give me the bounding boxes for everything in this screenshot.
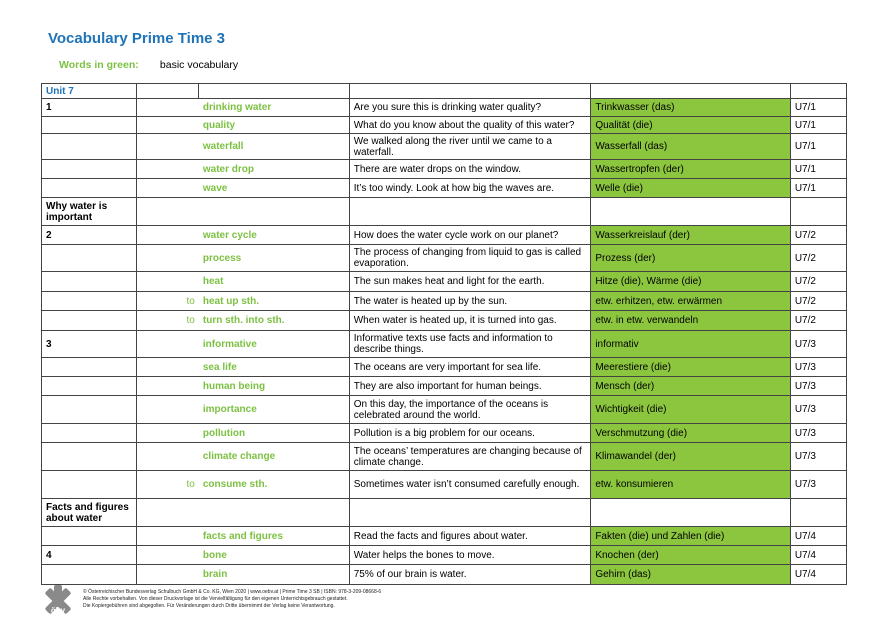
sentence-cell [349, 198, 591, 226]
section-cell [42, 471, 137, 499]
section-cell [42, 396, 137, 424]
unit-ref-cell [790, 499, 846, 527]
unit-ref-cell: U7/1 [790, 117, 846, 134]
sentence-cell: The water is heated up by the sun. [349, 292, 591, 311]
section-cell [42, 160, 137, 179]
vocab-row [42, 396, 847, 424]
section-cell: Facts and figures about water [42, 499, 137, 527]
german-cell: Qualität (die) [591, 117, 790, 134]
word-cell: brain [199, 565, 349, 585]
word-cell: heat up sth. [199, 292, 349, 311]
word-cell: consume sth. [199, 471, 349, 499]
word-cell: human being [199, 377, 349, 396]
vocab-row [42, 565, 847, 585]
prefix-cell [137, 331, 199, 358]
unit-ref-cell: U7/3 [790, 331, 846, 358]
footer [83, 589, 381, 610]
section-cell [42, 443, 137, 471]
prefix-cell [137, 272, 199, 292]
german-cell: Mensch (der) [591, 377, 790, 396]
unit-ref-cell: U7/2 [790, 292, 846, 311]
word-cell: wave [199, 179, 349, 198]
sentence-cell: Are you sure this is drinking water quality? [349, 99, 591, 117]
unit-ref-cell: U7/3 [790, 424, 846, 443]
prefix-cell [137, 377, 199, 396]
german-cell: etw. erhitzen, etw. erwärmen [591, 292, 790, 311]
vocab-row [42, 443, 847, 471]
sentence-cell: Pollution is a big problem for our oceans. [349, 424, 591, 443]
prefix-cell: to [137, 311, 199, 331]
vocab-row [42, 99, 847, 117]
german-cell: Knochen (der) [591, 546, 790, 565]
german-cell: informativ [591, 331, 790, 358]
word-cell: heat [199, 272, 349, 292]
german-cell: Meerestiere (die) [591, 358, 790, 377]
section-header-row [42, 198, 847, 226]
page-title: Vocabulary Prime Time 3 [48, 30, 226, 47]
section-cell [42, 272, 137, 292]
section-cell [42, 424, 137, 443]
unit-ref-cell [790, 198, 846, 226]
section-cell: 1 [42, 99, 137, 117]
german-cell [591, 198, 790, 226]
sentence-cell: Sometimes water isn’t consumed carefully enough. [349, 471, 591, 499]
section-cell [42, 377, 137, 396]
unit-ref-cell: U7/3 [790, 396, 846, 424]
word-cell: climate change [199, 443, 349, 471]
legend-value: basic vocabulary [159, 59, 239, 71]
german-cell: etw. konsumieren [591, 471, 790, 499]
vocabulary-table [41, 83, 847, 585]
sentence-cell: On this day, the importance of the oceans is celebrated around the world. [349, 396, 591, 424]
german-cell: Wichtigkeit (die) [591, 396, 790, 424]
section-cell: Why water is important [42, 198, 137, 226]
vocab-row [42, 292, 847, 311]
section-cell [42, 179, 137, 198]
section-cell [42, 311, 137, 331]
vocab-row [42, 160, 847, 179]
footer-line: Die Kopiergebühren sind abgegolten. Für Veränderungen durch Dritte übernimmt der Verlag keine Verantwortung. [83, 603, 335, 609]
sentence-cell: We walked along the river until we came to a waterfall. [349, 134, 591, 160]
unit-ref-cell: U7/2 [790, 272, 846, 292]
unit-ref-cell: U7/1 [790, 99, 846, 117]
german-cell [591, 499, 790, 527]
german-cell: Prozess (der) [591, 245, 790, 272]
german-cell: Fakten (die) und Zahlen (die) [591, 527, 790, 546]
prefix-cell [137, 99, 199, 117]
unit-ref-cell: U7/4 [790, 565, 846, 585]
german-cell: Verschmutzung (die) [591, 424, 790, 443]
unit-ref-cell: U7/2 [790, 311, 846, 331]
section-cell [42, 117, 137, 134]
prefix-cell [137, 527, 199, 546]
unit-ref-cell: U7/3 [790, 471, 846, 499]
vocab-row [42, 546, 847, 565]
section-cell: 2 [42, 226, 137, 245]
german-cell: Wasserkreislauf (der) [591, 226, 790, 245]
prefix-cell [137, 565, 199, 585]
prefix-cell [137, 396, 199, 424]
word-cell: bone [199, 546, 349, 565]
vocab-row [42, 245, 847, 272]
prefix-cell [137, 117, 199, 134]
sentence-cell: Water helps the bones to move. [349, 546, 591, 565]
unit-ref-cell: U7/1 [790, 160, 846, 179]
word-cell: water cycle [199, 226, 349, 245]
prefix-cell [137, 358, 199, 377]
sentence-cell: Read the facts and figures about water. [349, 527, 591, 546]
sentence-cell: Informative texts use facts and information to describe things. [349, 331, 591, 358]
unit-ref-cell: U7/1 [790, 134, 846, 160]
section-cell: 4 [42, 546, 137, 565]
section-cell [42, 565, 137, 585]
section-cell [42, 134, 137, 160]
logo-text: öbv [50, 606, 66, 615]
word-cell: water drop [199, 160, 349, 179]
footer-line: © Österreichischer Bundesverlag Schulbuch GmbH & Co. KG, Wien 2020 | www.oebv.at | Prime Time 3 SB | ISBN: 978-3-209-08668-6 [83, 589, 382, 595]
sentence-cell: 75% of our brain is water. [349, 565, 591, 585]
word-cell: facts and figures [199, 527, 349, 546]
prefix-cell [137, 424, 199, 443]
prefix-cell [137, 245, 199, 272]
german-cell: Trinkwasser (das) [591, 99, 790, 117]
sentence-cell: How does the water cycle work on our planet? [349, 226, 591, 245]
word-cell: sea life [199, 358, 349, 377]
german-cell: Klimawandel (der) [591, 443, 790, 471]
vocab-row [42, 358, 847, 377]
section-cell: 3 [42, 331, 137, 358]
section-cell [42, 358, 137, 377]
german-cell: Hitze (die), Wärme (die) [591, 272, 790, 292]
word-cell: quality [199, 117, 349, 134]
prefix-cell [137, 546, 199, 565]
unit-ref-cell: U7/3 [790, 377, 846, 396]
vocab-row [42, 311, 847, 331]
german-cell: Gehirn (das) [591, 565, 790, 585]
vocab-row [42, 424, 847, 443]
german-cell: Welle (die) [591, 179, 790, 198]
legend [59, 59, 238, 71]
german-cell: Wasserfall (das) [591, 134, 790, 160]
section-cell [42, 245, 137, 272]
section-header-row [42, 499, 847, 527]
word-cell: waterfall [199, 134, 349, 160]
word-cell: turn sth. into sth. [199, 311, 349, 331]
vocab-row [42, 377, 847, 396]
sentence-cell: When water is heated up, it is turned into gas. [349, 311, 591, 331]
vocab-row [42, 179, 847, 198]
vocab-row [42, 226, 847, 245]
prefix-cell [137, 226, 199, 245]
unit-ref-cell: U7/2 [790, 245, 846, 272]
word-cell: drinking water [199, 99, 349, 117]
unit-ref-cell: U7/3 [790, 358, 846, 377]
prefix-cell [137, 443, 199, 471]
prefix-cell: to [137, 292, 199, 311]
unit-ref-cell: U7/1 [790, 179, 846, 198]
obv-logo [41, 584, 75, 618]
vocab-row [42, 134, 847, 160]
prefix-cell [137, 160, 199, 179]
word-cell: informative [199, 331, 349, 358]
footer-line: Alle Rechte vorbehalten. Von dieser Druckvorlage ist die Vervielfältigung für den eigenen Unterrichtsgebrauch gestattet. [83, 596, 348, 602]
unit-ref-cell: U7/2 [790, 226, 846, 245]
sentence-cell: It’s too windy. Look at how big the waves are. [349, 179, 591, 198]
sentence-cell: What do you know about the quality of this water? [349, 117, 591, 134]
word-cell: process [199, 245, 349, 272]
sentence-cell: The process of changing from liquid to gas is called evaporation. [349, 245, 591, 272]
german-cell: Wassertropfen (der) [591, 160, 790, 179]
word-cell: pollution [199, 424, 349, 443]
prefix-cell: to [137, 471, 199, 499]
unit-ref-cell: U7/4 [790, 546, 846, 565]
sentence-cell: They are also important for human beings. [349, 377, 591, 396]
unit-ref-cell: U7/3 [790, 443, 846, 471]
german-cell: etw. in etw. verwandeln [591, 311, 790, 331]
prefix-cell [137, 198, 199, 226]
word-cell [199, 499, 349, 527]
prefix-cell [137, 499, 199, 527]
unit-row [42, 84, 847, 99]
word-cell: importance [199, 396, 349, 424]
prefix-cell [137, 179, 199, 198]
vocab-row [42, 471, 847, 499]
legend-key: Words in green: [59, 59, 139, 71]
vocab-row [42, 331, 847, 358]
unit-ref-cell: U7/4 [790, 527, 846, 546]
unit-label: Unit 7 [42, 84, 137, 99]
vocab-row [42, 117, 847, 134]
sentence-cell: The sun makes heat and light for the earth. [349, 272, 591, 292]
sentence-cell: The oceans are very important for sea life. [349, 358, 591, 377]
section-cell [42, 527, 137, 546]
sentence-cell: The oceans’ temperatures are changing because of climate change. [349, 443, 591, 471]
sentence-cell [349, 499, 591, 527]
sentence-cell: There are water drops on the window. [349, 160, 591, 179]
vocab-row [42, 527, 847, 546]
prefix-cell [137, 134, 199, 160]
vocab-row [42, 272, 847, 292]
word-cell [199, 198, 349, 226]
section-cell [42, 292, 137, 311]
